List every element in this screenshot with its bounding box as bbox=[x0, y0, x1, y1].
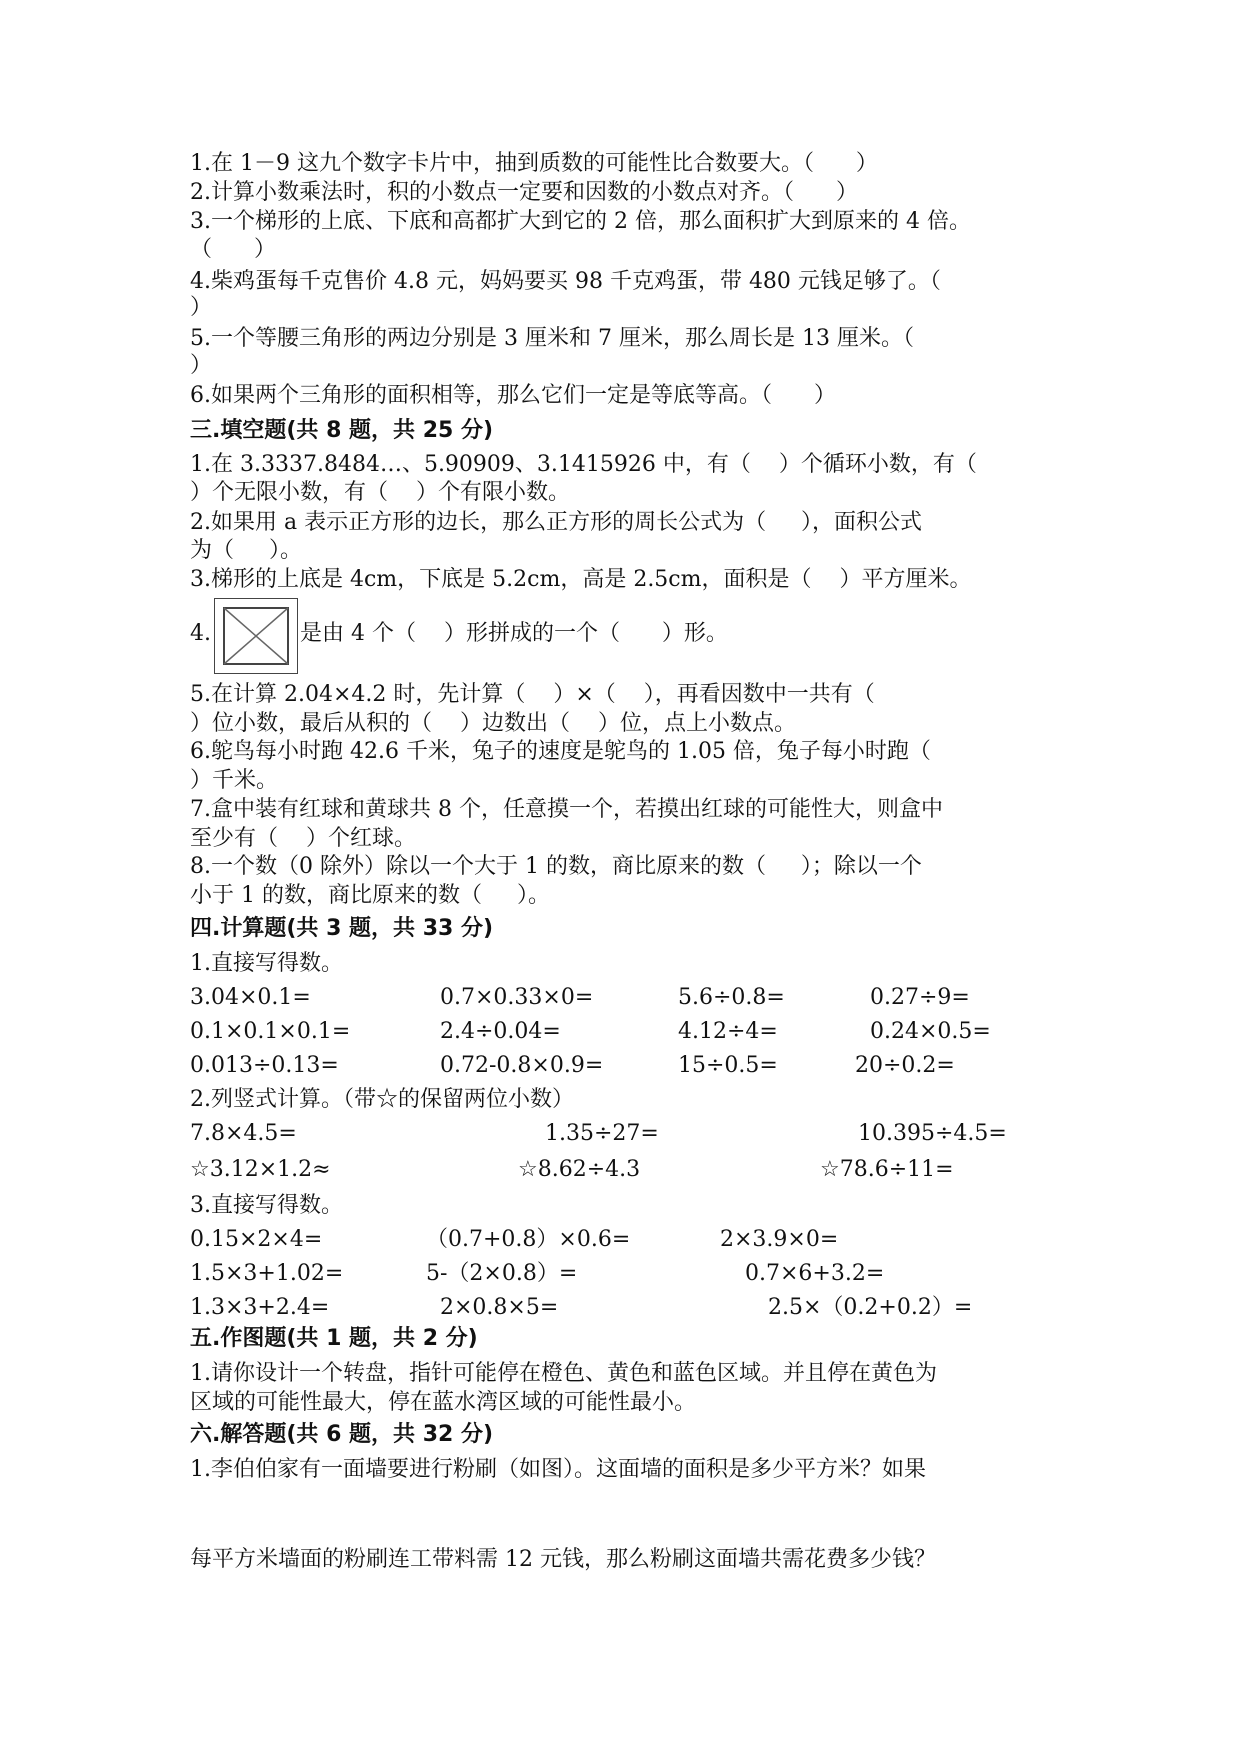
calc-item: 0.7×6+3.2= bbox=[745, 1261, 885, 1286]
calc-item: ☆3.12×1.2≈ bbox=[190, 1157, 331, 1182]
fill-question-3: 3.梯形的上底是 4cm，下底是 5.2cm，高是 2.5cm，面积是（ ）平方厘米。 bbox=[190, 567, 972, 592]
fill-question-8: 8.一个数（0 除外）除以一个大于 1 的数，商比原来的数（ ）；除以一个 bbox=[190, 854, 922, 879]
calc-item: 0.27÷9= bbox=[870, 985, 970, 1010]
square-diagonals-icon bbox=[223, 607, 289, 665]
judge-question-5: 5.一个等腰三角形的两边分别是 3 厘米和 7 厘米，那么周长是 13 厘米。（ bbox=[190, 326, 914, 351]
draw-question-1-cont: 区域的可能性最大，停在蓝水湾区域的可能性最小。 bbox=[190, 1390, 697, 1415]
calc-row bbox=[190, 1226, 1070, 1254]
calc-row bbox=[190, 1018, 1070, 1046]
calc-item: 4.12÷4= bbox=[678, 1019, 778, 1044]
square-figure bbox=[214, 598, 298, 674]
fill-question-2-cont: 为（ ）。 bbox=[190, 538, 302, 563]
judge-question-3: 3.一个梯形的上底、下底和高都扩大到它的 2 倍，那么面积扩大到原来的 4 倍。 bbox=[190, 209, 971, 234]
judge-question-1: 1.在 1－9 这九个数字卡片中，抽到质数的可能性比合数要大。（ ） bbox=[190, 151, 878, 176]
calc-item: 0.1×0.1×0.1= bbox=[190, 1019, 351, 1044]
calc-item: 1.5×3+1.02= bbox=[190, 1261, 344, 1286]
solve-question-1: 1.李伯伯家有一面墙要进行粉刷（如图）。这面墙的面积是多少平方米？如果 bbox=[190, 1457, 926, 1482]
calc-part-1-title: 1.直接写得数。 bbox=[190, 951, 343, 976]
calc-item: 5.6÷0.8= bbox=[678, 985, 785, 1010]
judge-question-5-cont: ） bbox=[190, 353, 213, 378]
draw-question-1: 1.请你设计一个转盘，指针可能停在橙色、黄色和蓝色区域。并且停在黄色为 bbox=[190, 1361, 937, 1386]
calc-item: 1.35÷27= bbox=[545, 1121, 659, 1146]
fill-question-1: 1.在 3.3337.8484…、5.90909、3.1415926 中，有（ ）个循环小数，有（ bbox=[190, 452, 977, 477]
calc-item: 15÷0.5= bbox=[678, 1053, 778, 1078]
calc-item: 0.15×2×4= bbox=[190, 1227, 323, 1252]
calc-item: 2.4÷0.04= bbox=[440, 1019, 561, 1044]
judge-question-6: 6.如果两个三角形的面积相等，那么它们一定是等底等高。（ ） bbox=[190, 383, 836, 408]
calc-row bbox=[190, 1156, 1070, 1184]
calc-item: 10.395÷4.5= bbox=[858, 1121, 1007, 1146]
calc-row bbox=[190, 1052, 1070, 1080]
calc-item: 0.24×0.5= bbox=[870, 1019, 991, 1044]
section-4-title: 四.计算题(共 3 题，共 33 分) bbox=[190, 916, 494, 941]
calc-item: 0.7×0.33×0= bbox=[440, 985, 594, 1010]
fill-question-6-cont: ）千米。 bbox=[190, 768, 279, 793]
calc-row bbox=[190, 1120, 1070, 1148]
calc-item: 2×0.8×5= bbox=[440, 1295, 559, 1320]
fill-question-5: 5.在计算 2.04×4.2 时，先计算（ ）×（ ），再看因数中一共有（ bbox=[190, 682, 875, 707]
calc-item: （0.7+0.8）×0.6= bbox=[426, 1227, 631, 1252]
section-5-title: 五.作图题(共 1 题，共 2 分) bbox=[190, 1326, 478, 1351]
calc-item: 3.04×0.1= bbox=[190, 985, 311, 1010]
fill-question-2: 2.如果用 a 表示正方形的边长，那么正方形的周长公式为（ ），面积公式 bbox=[190, 510, 923, 535]
fill-question-7-cont: 至少有（ ）个红球。 bbox=[190, 826, 416, 851]
calc-part-3-title: 3.直接写得数。 bbox=[190, 1193, 343, 1218]
fill-question-7: 7.盒中装有红球和黄球共 8 个，任意摸一个，若摸出红球的可能性大，则盒中 bbox=[190, 797, 943, 822]
fill-question-8-cont: 小于 1 的数，商比原来的数（ ）。 bbox=[190, 883, 550, 908]
fill-question-1-cont: ）个无限小数，有（ ）个有限小数。 bbox=[190, 480, 570, 505]
calc-row bbox=[190, 1260, 1070, 1288]
calc-item: ☆78.6÷11= bbox=[820, 1157, 954, 1182]
section-6-title: 六.解答题(共 6 题，共 32 分) bbox=[190, 1422, 494, 1447]
fill-question-4-number: 4. bbox=[190, 621, 211, 646]
calc-item: 2.5×（0.2+0.2）= bbox=[768, 1295, 973, 1320]
calc-row bbox=[190, 984, 1070, 1012]
judge-question-2: 2.计算小数乘法时，积的小数点一定要和因数的小数点对齐。（ ） bbox=[190, 180, 858, 205]
fill-question-6: 6.鸵鸟每小时跑 42.6 千米，兔子的速度是鸵鸟的 1.05 倍，兔子每小时跑（ bbox=[190, 739, 931, 764]
calc-item: 7.8×4.5= bbox=[190, 1121, 297, 1146]
calc-item: 0.013÷0.13= bbox=[190, 1053, 339, 1078]
calc-item: 0.72-0.8×0.9= bbox=[440, 1053, 604, 1078]
calc-item: 1.3×3+2.4= bbox=[190, 1295, 330, 1320]
judge-question-4-cont: ） bbox=[190, 295, 213, 320]
section-3-title: 三.填空题(共 8 题，共 25 分) bbox=[190, 418, 494, 443]
calc-item: 20÷0.2= bbox=[855, 1053, 955, 1078]
calc-item: 2×3.9×0= bbox=[720, 1227, 839, 1252]
calc-item: ☆8.62÷4.3 bbox=[518, 1157, 641, 1182]
solve-question-1-cont: 每平方米墙面的粉刷连工带料需 12 元钱，那么粉刷这面墙共需花费多少钱？ bbox=[190, 1547, 936, 1572]
fill-question-5-cont: ）位小数，最后从积的（ ）边数出（ ）位，点上小数点。 bbox=[190, 711, 796, 736]
calc-part-2-title: 2.列竖式计算。（带☆的保留两位小数） bbox=[190, 1087, 574, 1112]
calc-item: 5-（2×0.8）= bbox=[426, 1261, 578, 1286]
calc-row bbox=[190, 1294, 1070, 1322]
judge-question-3-cont: （ ） bbox=[190, 237, 276, 262]
judge-question-4: 4.柴鸡蛋每千克售价 4.8 元，妈妈要买 98 千克鸡蛋，带 480 元钱足够了。（ bbox=[190, 269, 941, 294]
fill-question-4: 是由 4 个（ ）形拼成的一个（ ）形。 bbox=[300, 621, 728, 646]
